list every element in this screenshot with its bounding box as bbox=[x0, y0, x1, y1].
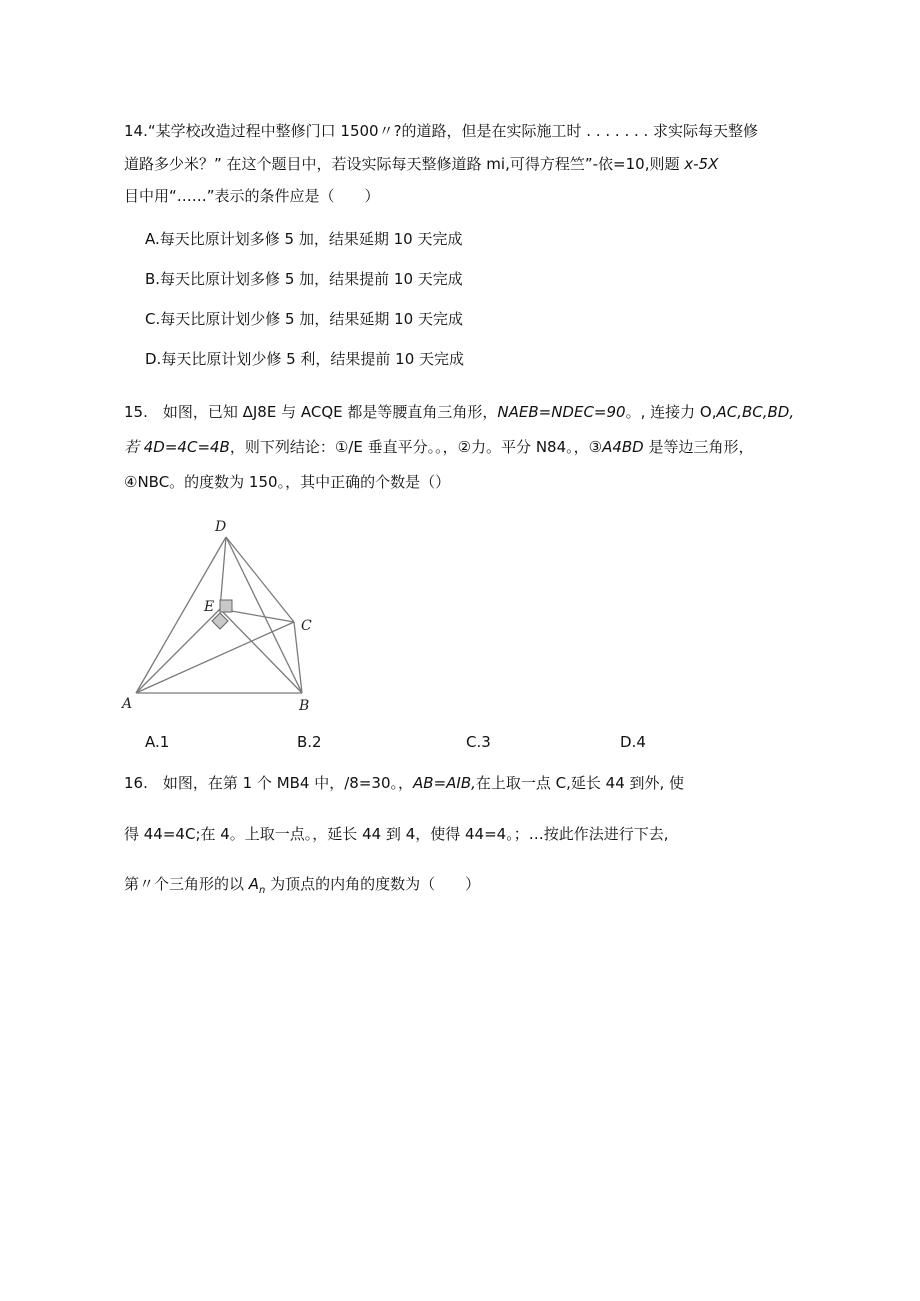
q16-line-1 bbox=[124, 773, 684, 793]
q16-line-3-end: 为顶点的内角的度数为（ ） bbox=[265, 875, 481, 893]
q14-option-c: C.每天比原计划少修 5 加，结果延期 10 天完成 bbox=[145, 310, 463, 328]
q15-line-2 bbox=[124, 437, 754, 457]
segment-ac bbox=[136, 622, 294, 693]
label-b: B bbox=[299, 698, 310, 714]
segment-ad bbox=[136, 537, 226, 693]
q16-line-2: 得 44=4C;在 4。上取一点。，延长 44 到 4，使得 44=4。；…按此作法进行下去, bbox=[124, 825, 669, 843]
q16-line-3 bbox=[124, 874, 480, 901]
label-d: D bbox=[215, 519, 227, 535]
q15-line-1-mid: 。, 连接力 O, bbox=[625, 403, 717, 421]
q14-line-2-text: 道路多少米？” 在这个题目中，若设实际每天整修道路 mi,可得方程竺”-依=10,则题 bbox=[124, 155, 685, 173]
label-a: A bbox=[122, 696, 133, 712]
q15-triangle-name: ③A4BD bbox=[588, 438, 644, 456]
segment-de bbox=[220, 537, 226, 609]
q15-line-1 bbox=[124, 402, 794, 422]
q14-option-b: B.每天比原计划多修 5 加，结果提前 10 天完成 bbox=[145, 270, 463, 288]
q16-line-1-end: 在上取一点 C,延长 44 到外, 使 bbox=[475, 774, 685, 792]
label-c: C bbox=[301, 618, 312, 634]
q15-option-c: C.3 bbox=[466, 733, 491, 751]
q15-option-a: A.1 bbox=[145, 733, 170, 751]
segment-db bbox=[226, 537, 302, 693]
q14-line-2 bbox=[124, 154, 718, 174]
segment-ae bbox=[136, 609, 220, 693]
q15-line-1-text: 15. 如图，已知 ΔJ8E 与 ACQE 都是等腰直角三角形， bbox=[124, 403, 498, 421]
q16-line-1-text: 16. 如图，在第 1 个 MB4 中，/8=30。， bbox=[124, 774, 414, 792]
q16-vertex-symbol bbox=[248, 875, 266, 896]
q16-equality: AB=AIB, bbox=[413, 774, 476, 792]
q16-vertex-letter: A bbox=[248, 875, 260, 893]
q15-option-b: B.2 bbox=[297, 733, 322, 751]
q14-option-d: D.每天比原计划少修 5 利，结果提前 10 天完成 bbox=[145, 350, 465, 368]
q15-segments: AC,BC,BD, bbox=[716, 403, 795, 421]
q14-option-a: A.每天比原计划多修 5 加，结果延期 10 天完成 bbox=[145, 230, 463, 248]
q14-equation-fragment: x-5X bbox=[684, 155, 719, 173]
q14-line-1: 14.“某学校改造过程中整修门口 1500〃?的道路，但是在实际施工时 . . . . . . . 求实际每天整修 bbox=[124, 122, 759, 140]
q15-line-2-end: 是等边三角形， bbox=[643, 438, 754, 456]
right-angle-mark-dec bbox=[220, 600, 232, 612]
q15-line-3: ④NBC。的度数为 150。，其中正确的个数是（） bbox=[124, 473, 451, 491]
label-e: E bbox=[204, 599, 215, 615]
q15-equal-condition: 若 4D=4C=4B bbox=[124, 438, 230, 456]
q16-line-3-text: 第〃个三角形的以 bbox=[124, 875, 249, 893]
q16-vertex-subscript: n bbox=[259, 885, 266, 896]
q15-angle-condition: NAEB=NDEC=90 bbox=[497, 403, 626, 421]
q14-line-3: 目中用“……”表示的条件应是（ ） bbox=[124, 187, 380, 205]
segment-dc bbox=[226, 537, 294, 622]
q15-line-2-text: ，则下列结论：①/E 垂直平分。。，②力。平分 N84。， bbox=[229, 438, 589, 456]
q15-geometry-figure bbox=[120, 515, 320, 715]
q15-option-d: D.4 bbox=[620, 733, 646, 751]
